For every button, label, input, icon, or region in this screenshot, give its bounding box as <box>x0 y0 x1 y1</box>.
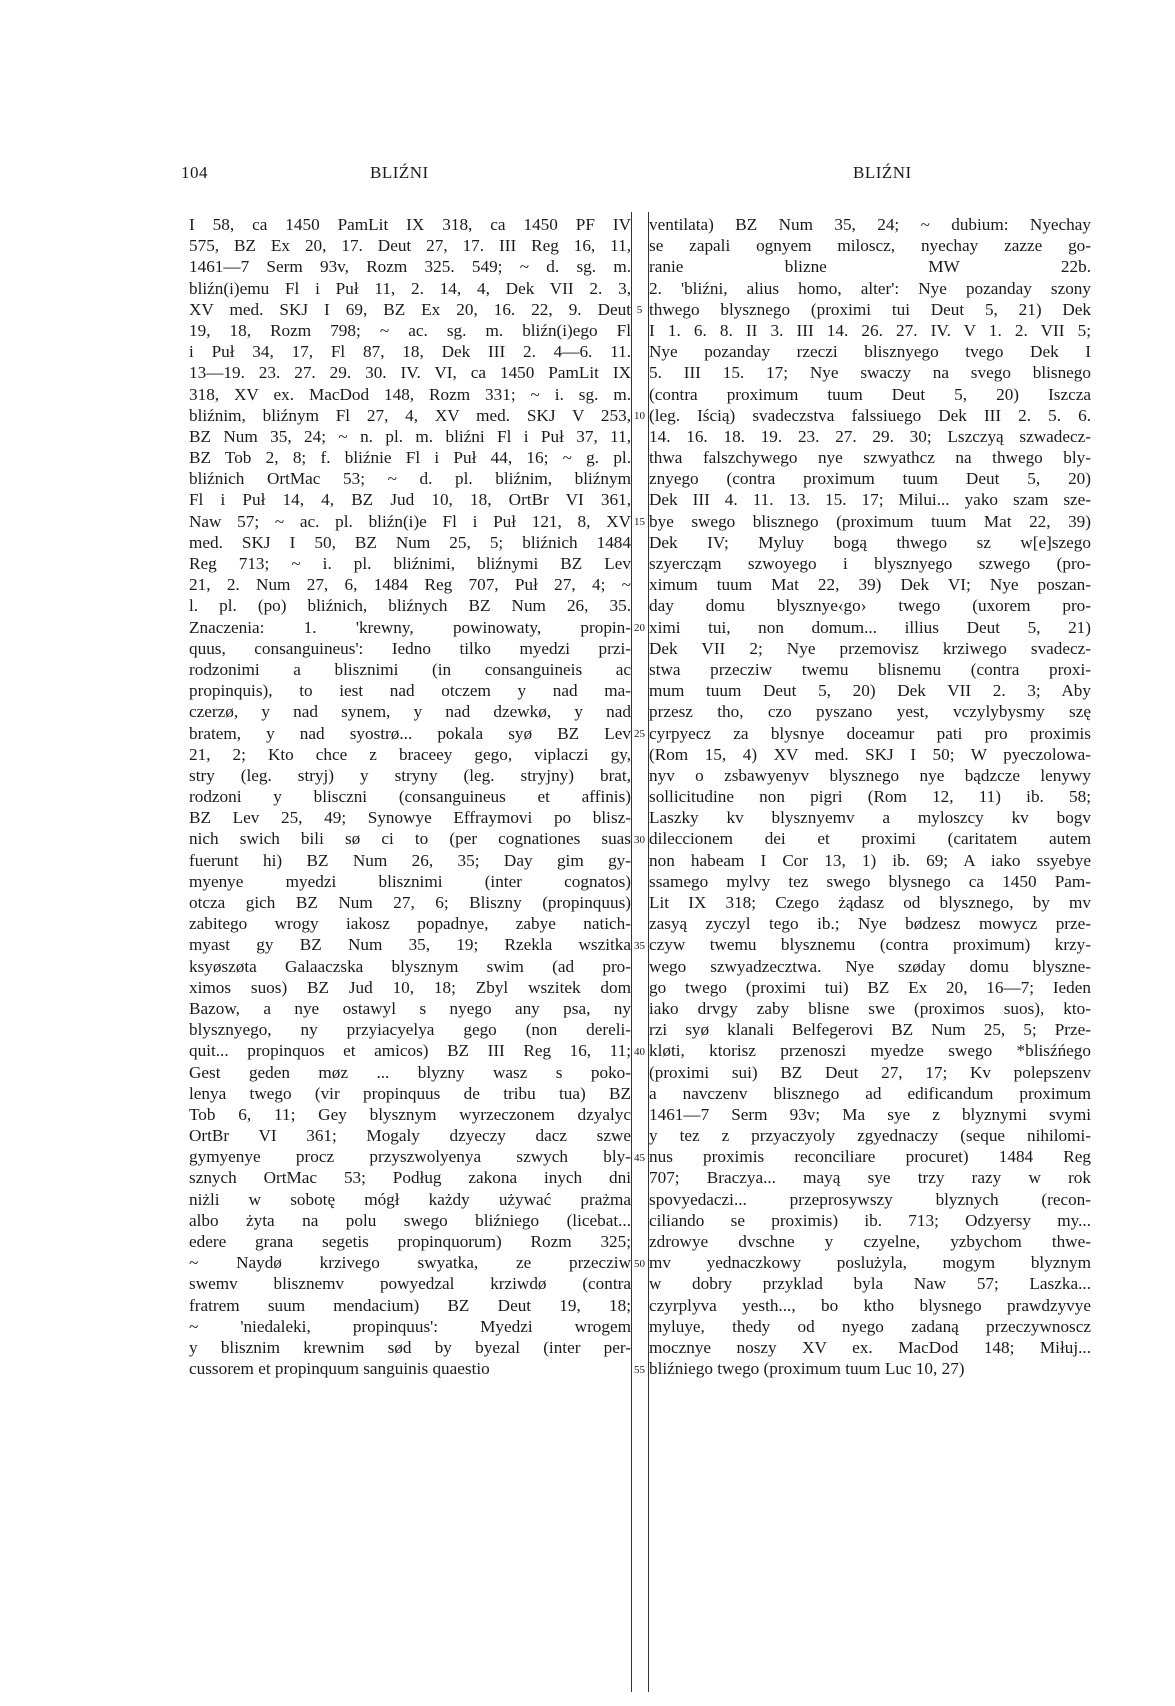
column-rule-left <box>631 212 632 1692</box>
text-line: czyw twemu blysznemu (contra proximum) krzy- <box>649 935 1091 955</box>
line-number: 5 <box>636 303 643 316</box>
text-line: ximi tui, non domum... illius Deut 5, 21) <box>649 617 1091 637</box>
text-line: mocznye noszy XV ex. MacDod 148; Miłuj... <box>649 1337 1091 1357</box>
line-number: 25 <box>634 727 645 740</box>
text-line: day domu blysznye‹go› twego (uxorem pro- <box>649 596 1091 616</box>
text-line: zasyą zyczyl tego ib.; Nye bødzesz mowycz prze- <box>649 914 1091 934</box>
text-line: rzi syø klanali Belfegerovi BZ Num 25, 5; Prze- <box>649 1020 1091 1040</box>
text-line: sollicitudine non pigri (Rom 12, 11) ib. 58; <box>649 787 1091 807</box>
line-number: 10 <box>634 409 645 422</box>
text-line: albo żyta na polu swego bliźniego (licebat... <box>189 1210 631 1230</box>
text-line: Dek III 4. 11. 13. 15. 17; Milui... yako szam sze- <box>649 490 1091 510</box>
text-line: Nye pozanday rzeczi blisznyego tvego Dek I <box>649 342 1091 362</box>
text-line: (Rom 15, 4) XV med. SKJ I 50; W pyeczolowa- <box>649 744 1091 764</box>
text-line: 318, XV ex. MacDod 148, Rozm 331; ~ i. sg. m. <box>189 384 631 404</box>
text-line: stry (leg. stryj) y stryny (leg. stryjny) brat, <box>189 765 631 785</box>
text-line: Znaczenia: 1. 'krewny, powinowaty, propin- <box>189 617 631 637</box>
text-line: zdrowye dvschne y czyelne, yzbychom thwe- <box>649 1232 1091 1251</box>
text-line: 707; Braczya... mayą sye trzy razy w rok <box>649 1168 1091 1188</box>
text-line: 19, 18, Rozm 798; ~ ac. sg. m. bliźn(i)ego Fl <box>189 320 631 340</box>
text-line: Tob 6, 11; Gey blysznym wyrzeczonem dzyalyc <box>189 1104 631 1124</box>
text-line: Dek IV; Myluy bogą thwego sz w[e]szego <box>649 532 1091 552</box>
right-column <box>649 214 1091 1379</box>
text-line: y blisznim krewnim sød by byezal (inter per- <box>189 1337 631 1357</box>
text-line: go twego (proximi tui) BZ Ex 20, 16—7; Ieden <box>649 977 1091 997</box>
text-line: 13—19. 23. 27. 29. 30. IV. VI, ca 1450 PamLit IX <box>189 363 631 383</box>
text-line: fuerunt hi) BZ Num 26, 35; Day gim gy- <box>189 850 631 870</box>
text-line: ksyøszøta Galaaczska blysznym swim (ad pro- <box>189 956 631 976</box>
text-line: Laszky kv blysznyemv a myloszcy kv bogv <box>649 808 1091 828</box>
text-line: cyrpyecz za blysnye doceamur pati pro proximis <box>649 723 1091 743</box>
text-line: 2. 'bliźni, alius homo, alter': Nye pozanday szony <box>649 278 1091 298</box>
text-line: ranie blizne MW 22b. <box>649 257 1091 277</box>
text-line: quit... propinquos et amicos) BZ III Reg 16, 11; <box>189 1041 631 1061</box>
line-number: 20 <box>634 621 645 634</box>
text-line: bliźnim, bliźnym Fl 27, 4, XV med. SKJ V 253, <box>189 405 631 425</box>
text-line: Naw 57; ~ ac. pl. bliźn(i)e Fl i Puł 121, 8, XV <box>189 511 631 531</box>
text-line: (leg. Iścią) svadeczstva falssiuego Dek III 2. 5. 6. <box>649 405 1091 425</box>
text-line: w dobry przyklad byla Naw 57; Laszka... <box>649 1274 1091 1294</box>
text-line: ssamego mylvy tez swego blysnego ca 1450 Pam- <box>649 871 1091 891</box>
text-line: nus proximis reconciliare procuret) 1484 Reg <box>649 1147 1091 1167</box>
text-line: Dek VII 2; Nye przemovisz krziwego svadecz- <box>649 638 1091 658</box>
text-line: nyv o zsbawyenyv blysznego nye bądzcze lenywy <box>649 765 1091 785</box>
text-line: BZ Lev 25, 49; Synowye Effraymovi po blisz- <box>189 808 631 828</box>
text-line: sznych OrtMac 53; Podług zakona inych dni <box>189 1168 631 1188</box>
line-number: 30 <box>634 833 645 846</box>
text-line: blysznyego, ny przyiacyelya gego (non dereli- <box>189 1020 631 1040</box>
text-line: I 1. 6. 8. II 3. III 14. 26. 27. IV. V 1. 2. VII 5; <box>649 320 1091 340</box>
text-line: bliźn(i)emu Fl i Puł 11, 2. 14, 4, Dek VII 2. 3, <box>189 278 631 298</box>
text-line: fratrem suum mendacium) BZ Deut 19, 18; <box>189 1295 631 1315</box>
text-line: mum tuum Deut 5, 20) Dek VII 2. 3; Aby <box>649 681 1091 701</box>
text-line: kløti, ktorisz przenoszi myedze swego *blisźńego <box>649 1041 1091 1061</box>
text-line: OrtBr VI 361; Mogaly dzyeczy dacz szwe <box>189 1126 631 1146</box>
text-line: ciliando se proximis) ib. 713; Odzyersy my... <box>649 1210 1091 1230</box>
text-line: Fl i Puł 14, 4, BZ Jud 10, 18, OrtBr VI 361, <box>189 490 631 510</box>
text-line: BZ Tob 2, 8; f. bliźnie Fl i Puł 44, 16; ~ g. pl. <box>189 448 631 468</box>
text-line: mv yednaczkowy poslużyla, mogym blyznym <box>649 1253 1091 1273</box>
text-line: (contra proximum tuum Deut 5, 20) Iszcza <box>649 384 1091 404</box>
text-line: 21, 2; Kto chce z braceey gego, viplaczi gy, <box>189 744 631 764</box>
text-line: Bazow, a nye ostawyl s nyego any psa, ny <box>189 998 631 1018</box>
left-running-head: BLIŹNI <box>370 163 429 182</box>
text-line: myenye myedzi blisznimi (inter cognatos) <box>189 871 631 891</box>
text-line: bliźnich OrtMac 53; ~ d. pl. bliźnim, bliźnym <box>189 469 631 489</box>
text-line: iako drvgy zaby blisne swe (proximos suos), kto- <box>649 998 1091 1018</box>
text-line: 575, BZ Ex 20, 17. Deut 27, 17. III Reg 16, 11, <box>189 236 631 256</box>
text-line: propinquis), to iest nad otczem y nad ma- <box>189 681 631 701</box>
text-line: 5. III 15. 17; Nye swaczy na svego blisnego <box>649 363 1091 383</box>
text-line: BZ Num 35, 24; ~ n. pl. m. bliźni Fl i Puł 37, 11, <box>189 426 631 446</box>
line-number: 40 <box>634 1045 645 1058</box>
text-line: rodzonimi a blisznimi (in consanguineis ac <box>189 659 631 679</box>
text-line: Reg 713; ~ i. pl. bliźnimi, bliźnymi BZ Lev <box>189 554 631 573</box>
line-number: 15 <box>634 515 645 528</box>
text-line: lenya twego (vir propinquus de tribu tua) BZ <box>189 1083 631 1103</box>
text-line: dileccionem dei et proximi (caritatem autem <box>649 829 1091 849</box>
text-line: myluye, thedy od nyego zadaną przeczywnoscz <box>649 1316 1091 1336</box>
text-line: wego szwyadzecztwa. Nye szøday domu blyszne- <box>649 956 1091 976</box>
text-line: rodzoni y blisczni (consanguineus et affinis) <box>189 787 631 807</box>
text-line: non habeam I Cor 13, 1) ib. 69; A iako ssyebye <box>649 850 1091 870</box>
text-line: (proximi sui) BZ Deut 27, 17; Kv polepszenv <box>649 1062 1091 1082</box>
text-line: ximum tuum Mat 22, 39) Dek VI; Nye poszan- <box>649 575 1091 595</box>
text-line: swemv blisznemv powyedzal krziwdø (contra <box>189 1274 631 1294</box>
line-number: 50 <box>634 1257 645 1270</box>
text-line: I 58, ca 1450 PamLit IX 318, ca 1450 PF IV <box>189 215 631 234</box>
text-line: 21, 2. Num 27, 6, 1484 Reg 707, Puł 27, 4; ~ <box>189 575 631 595</box>
text-line: ~ Naydø krzivego swyatka, ze przecziw <box>189 1253 631 1273</box>
text-line: otcza gich BZ Num 27, 6; Bliszny (propinquus) <box>189 893 631 912</box>
line-number: 35 <box>634 939 645 952</box>
text-line: znyego (contra proximum tuum Deut 5, 20) <box>649 469 1091 489</box>
text-line: nich swich bili sø ci to (per cognationes suas <box>189 829 631 849</box>
text-line: y tez z przyaczyoly zgyednaczy (seque nihilomi- <box>649 1126 1091 1146</box>
text-line: 14. 16. 18. 19. 23. 27. 29. 30; Lszczyą szwadecz- <box>649 426 1091 446</box>
text-line: bliźniego twego (proximum tuum Luc 10, 27) <box>649 1359 965 1379</box>
text-line: l. pl. (po) bliźnich, bliźnych BZ Num 26, 35. <box>189 596 631 616</box>
line-number: 55 <box>634 1363 645 1376</box>
text-line: szyercząm szwoyego i blysznyego szwego (pro- <box>649 554 1091 573</box>
page-number: 104 <box>181 163 208 182</box>
line-number: 45 <box>634 1151 645 1164</box>
text-line: 1461—7 Serm 93v, Rozm 325. 549; ~ d. sg. m. <box>189 257 631 277</box>
text-line: myast gy BZ Num 35, 19; Rzekla wszitka <box>189 935 631 955</box>
text-line: XV med. SKJ I 69, BZ Ex 20, 16. 22, 9. Deut <box>189 299 631 319</box>
text-line: a navczenv blisznego ad edificandum proximum <box>649 1083 1091 1103</box>
text-line: ~ 'niedaleki, propinquus': Myedzi wrogem <box>189 1316 631 1336</box>
text-line: Gest geden møz ... blyzny wasz s poko- <box>189 1062 631 1082</box>
text-line: edere grana segetis propinquorum) Rozm 325; <box>189 1232 631 1251</box>
text-line: cussorem et propinquum sanguinis quaestio <box>189 1359 490 1379</box>
text-line: quus, consanguineus': Iedno tilko myedzi przi- <box>189 638 631 658</box>
text-line: gymyenye procz przyszwolyenya szwych bly- <box>189 1147 631 1167</box>
text-line: med. SKJ I 50, BZ Num 25, 5; bliźnich 1484 <box>189 532 631 552</box>
text-line: se zapali ognyem miloscz, nyechay zazze go- <box>649 236 1091 256</box>
left-column <box>189 214 631 1379</box>
text-line: 1461—7 Serm 93v; Ma sye z blyznymi svymi <box>649 1104 1091 1124</box>
text-line: stwa przecziw twemu blisnemu (contra proxi- <box>649 659 1091 679</box>
text-line: ventilata) BZ Num 35, 24; ~ dubium: Nyechay <box>649 215 1091 234</box>
text-line: czerzø, y nad synem, y nad dzewkø, y nad <box>189 702 631 722</box>
text-line: Lit IX 318; Czego żądasz od blysznego, by mv <box>649 893 1091 912</box>
right-running-head: BLIŹNI <box>853 163 912 182</box>
text-line: czyrplyva yesth..., bo ktho blysnego prawdzyvye <box>649 1295 1091 1315</box>
text-line: bratem, y nad syostrø... pokala syø BZ Lev <box>189 723 631 743</box>
text-line: thwa falszchywego nye szwyathcz na thwego bly- <box>649 448 1091 468</box>
text-line: zabitego wrogy iakosz popadnye, zabye natich- <box>189 914 631 934</box>
text-line: thwego blysznego (proximi tui Deut 5, 21) Dek <box>649 299 1091 319</box>
text-line: przesz tho, czo pyszano yest, vczylybysmy szę <box>649 702 1091 722</box>
text-line: spovyedaczi... przeprosywszy blyznych (recon- <box>649 1189 1091 1209</box>
text-line: ximos suos) BZ Jud 10, 18; Zbyl wszitek dom <box>189 977 631 997</box>
text-line: niżli w sobotę mógł każdy używać prażma <box>189 1189 631 1209</box>
text-line: i Puł 34, 17, Fl 87, 18, Dek III 2. 4—6. 11. <box>189 342 631 362</box>
text-line: bye swego blisznego (proximum tuum Mat 22, 39) <box>649 511 1091 531</box>
